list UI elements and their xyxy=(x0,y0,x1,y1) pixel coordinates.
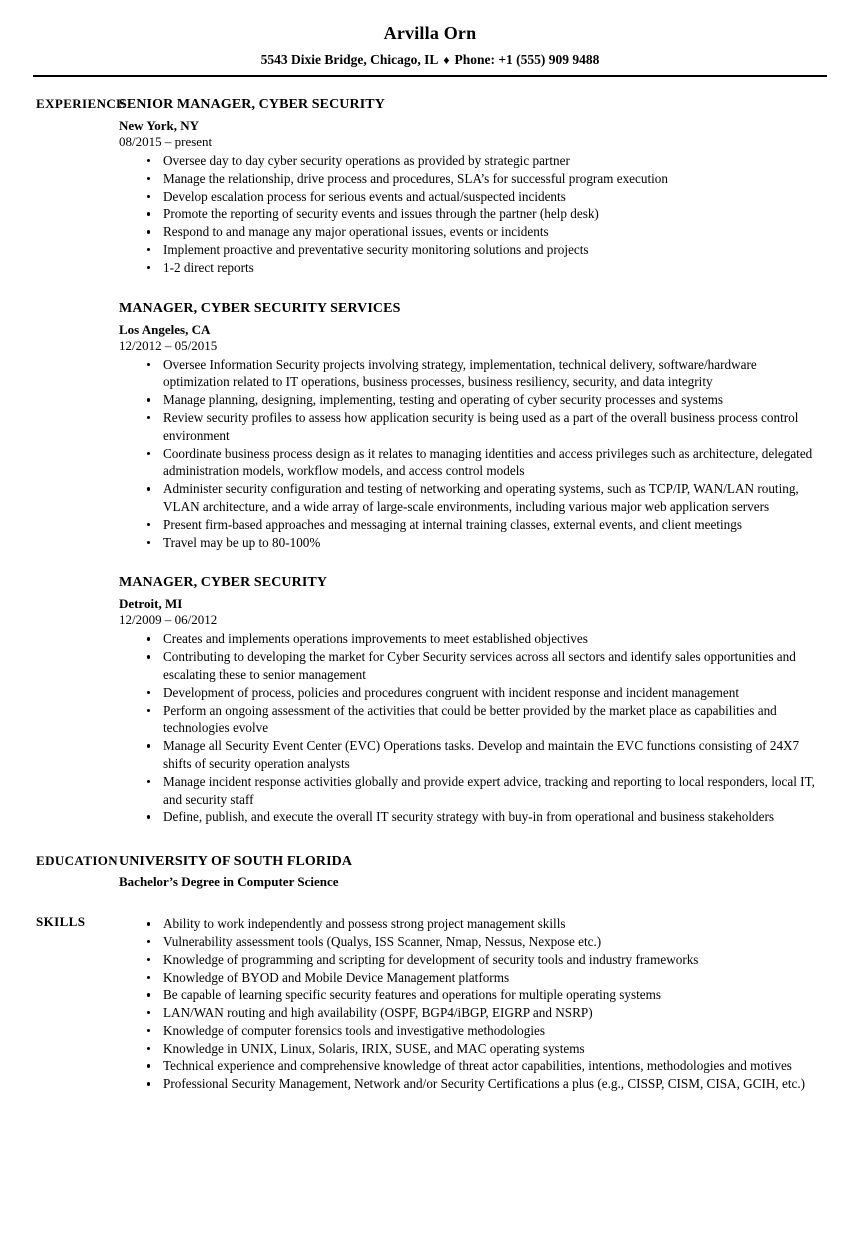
education-body xyxy=(119,852,860,891)
job-bullet: Contributing to developing the market for Cyber Security services across all sectors and identify sales opportunities and escalating these to senior management xyxy=(119,648,826,684)
job-dates: 12/2012 – 05/2015 xyxy=(119,337,218,353)
skill-bullet: Ability to work independently and possess strong project management skills xyxy=(119,915,826,933)
skills-bullet-list xyxy=(119,915,826,1093)
contact-line xyxy=(0,50,860,70)
job-bullet: Manage the relationship, drive process and procedures, SLA’s for successful program execution xyxy=(119,170,826,188)
skill-bullet: Knowledge of computer forensics tools and investigative methodologies xyxy=(119,1022,826,1040)
job-bullet: Manage planning, designing, implementing, testing and operating of cyber security processes and systems xyxy=(119,391,826,409)
section-label-skills: SKILLS xyxy=(36,914,86,930)
job-bullet: Manage incident response activities globally and provide expert advice, tracking and reporting to local responders, local IT, and security staff xyxy=(119,773,826,809)
contact-address: 5543 Dixie Bridge, Chicago, IL xyxy=(260,52,439,67)
job-bullet: Respond to and manage any major operational issues, events or incidents xyxy=(119,223,826,241)
job-location: Los Angeles, CA xyxy=(119,321,211,337)
job-bullet: Creates and implements operations improvements to meet established objectives xyxy=(119,630,826,648)
job-bullet: Develop escalation process for serious events and actual/suspected incidents xyxy=(119,188,826,206)
skill-bullet: LAN/WAN routing and high availability (OSPF, BGP4/iBGP, EIGRP and NSRP) xyxy=(119,1004,826,1022)
header-divider xyxy=(33,75,827,77)
job-bullet: Define, publish, and execute the overall IT security strategy with buy-in from operational and business stakeholders xyxy=(119,808,826,826)
skill-bullet: Technical experience and comprehensive knowledge of threat actor capabilities, intentions, methodologies and motives xyxy=(119,1057,826,1075)
job-bullet: Promote the reporting of security events and issues through the partner (help desk) xyxy=(119,205,826,223)
job-bullet-list xyxy=(119,152,826,277)
candidate-name: Arvilla Orn xyxy=(383,23,477,43)
job-location: New York, NY xyxy=(119,118,200,133)
skill-bullet: Knowledge of BYOD and Mobile Device Management platforms xyxy=(119,969,826,987)
experience-entry xyxy=(119,299,826,552)
skill-bullet: Professional Security Management, Network and/or Security Certifications a plus (e.g., CISSP, CISM, CISA, GCIH, etc.) xyxy=(119,1075,826,1093)
job-title: MANAGER, CYBER SECURITY SERVICES xyxy=(119,300,401,316)
diamond-separator-icon: ♦ xyxy=(443,53,450,67)
job-bullet: Administer security configuration and testing of networking and operating systems, such as TCP/IP, WAN/LAN routing, VLAN architecture, and a wide array of large-scale environments, including various major web application servers xyxy=(119,480,826,516)
skill-bullet: Knowledge of programming and scripting for development of security tools and industry frameworks xyxy=(119,951,826,969)
job-bullet: Oversee Information Security projects involving strategy, implementation, technical delivery, software/hardware optimization related to IT operations, business processes, business resiliency, security, and data integrity xyxy=(119,356,826,392)
job-bullet: Development of process, policies and procedures congruent with incident response and incident management xyxy=(119,684,826,702)
experience-entry xyxy=(119,95,826,277)
job-bullet: Oversee day to day cyber security operations as provided by strategic partner xyxy=(119,152,826,170)
job-bullet: Travel may be up to 80-100% xyxy=(119,534,826,552)
job-title: MANAGER, CYBER SECURITY xyxy=(119,575,328,591)
education-school: UNIVERSITY OF SOUTH FLORIDA xyxy=(119,854,353,870)
job-bullet: Review security profiles to assess how application security is being used as a part of the overall business process control environment xyxy=(119,409,826,445)
skills-body xyxy=(119,913,860,1093)
job-location: Detroit, MI xyxy=(119,596,183,612)
experience-section xyxy=(0,95,860,826)
section-label-experience: EXPERIENCE xyxy=(36,96,126,111)
job-bullet: Coordinate business process design as it relates to managing identities and access privileges such as architecture, delegated administration models, workflow models, and access control models xyxy=(119,445,826,481)
resume-header xyxy=(0,0,860,77)
experience-entry xyxy=(119,573,826,826)
job-bullet: Manage all Security Event Center (EVC) Operations tasks. Develop and maintain the EVC functions consisting of 24X7 shifts of security operation analysts xyxy=(119,737,826,773)
skill-bullet: Be capable of learning specific security features and operations for multiple operating systems xyxy=(119,986,826,1004)
skill-bullet: Knowledge in UNIX, Linux, Solaris, IRIX, SUSE, and MAC operating systems xyxy=(119,1040,826,1058)
contact-phone: Phone: +1 (555) 909 9488 xyxy=(454,52,600,67)
job-dates: 12/2009 – 06/2012 xyxy=(119,612,218,628)
job-title: SENIOR MANAGER, CYBER SECURITY xyxy=(119,97,385,112)
skill-bullet: Vulnerability assessment tools (Qualys, ISS Scanner, Nmap, Nessus, Nexpose etc.) xyxy=(119,933,826,951)
job-dates: 08/2015 – present xyxy=(119,134,213,149)
experience-body xyxy=(119,95,860,826)
job-bullet-list xyxy=(119,630,826,826)
education-section xyxy=(0,852,860,891)
skills-section xyxy=(0,913,860,1093)
section-label-education: EDUCATION xyxy=(36,853,119,869)
job-bullet: Implement proactive and preventative security monitoring solutions and projects xyxy=(119,241,826,259)
job-bullet: Present firm-based approaches and messaging at internal training classes, external events, and client meetings xyxy=(119,516,826,534)
education-degree: Bachelor’s Degree in Computer Science xyxy=(119,874,339,890)
job-bullet-list xyxy=(119,356,826,552)
job-bullet: Perform an ongoing assessment of the activities that could be better provided by the market place as capabilities and technologies evolve xyxy=(119,702,826,738)
job-bullet: 1-2 direct reports xyxy=(119,259,826,277)
